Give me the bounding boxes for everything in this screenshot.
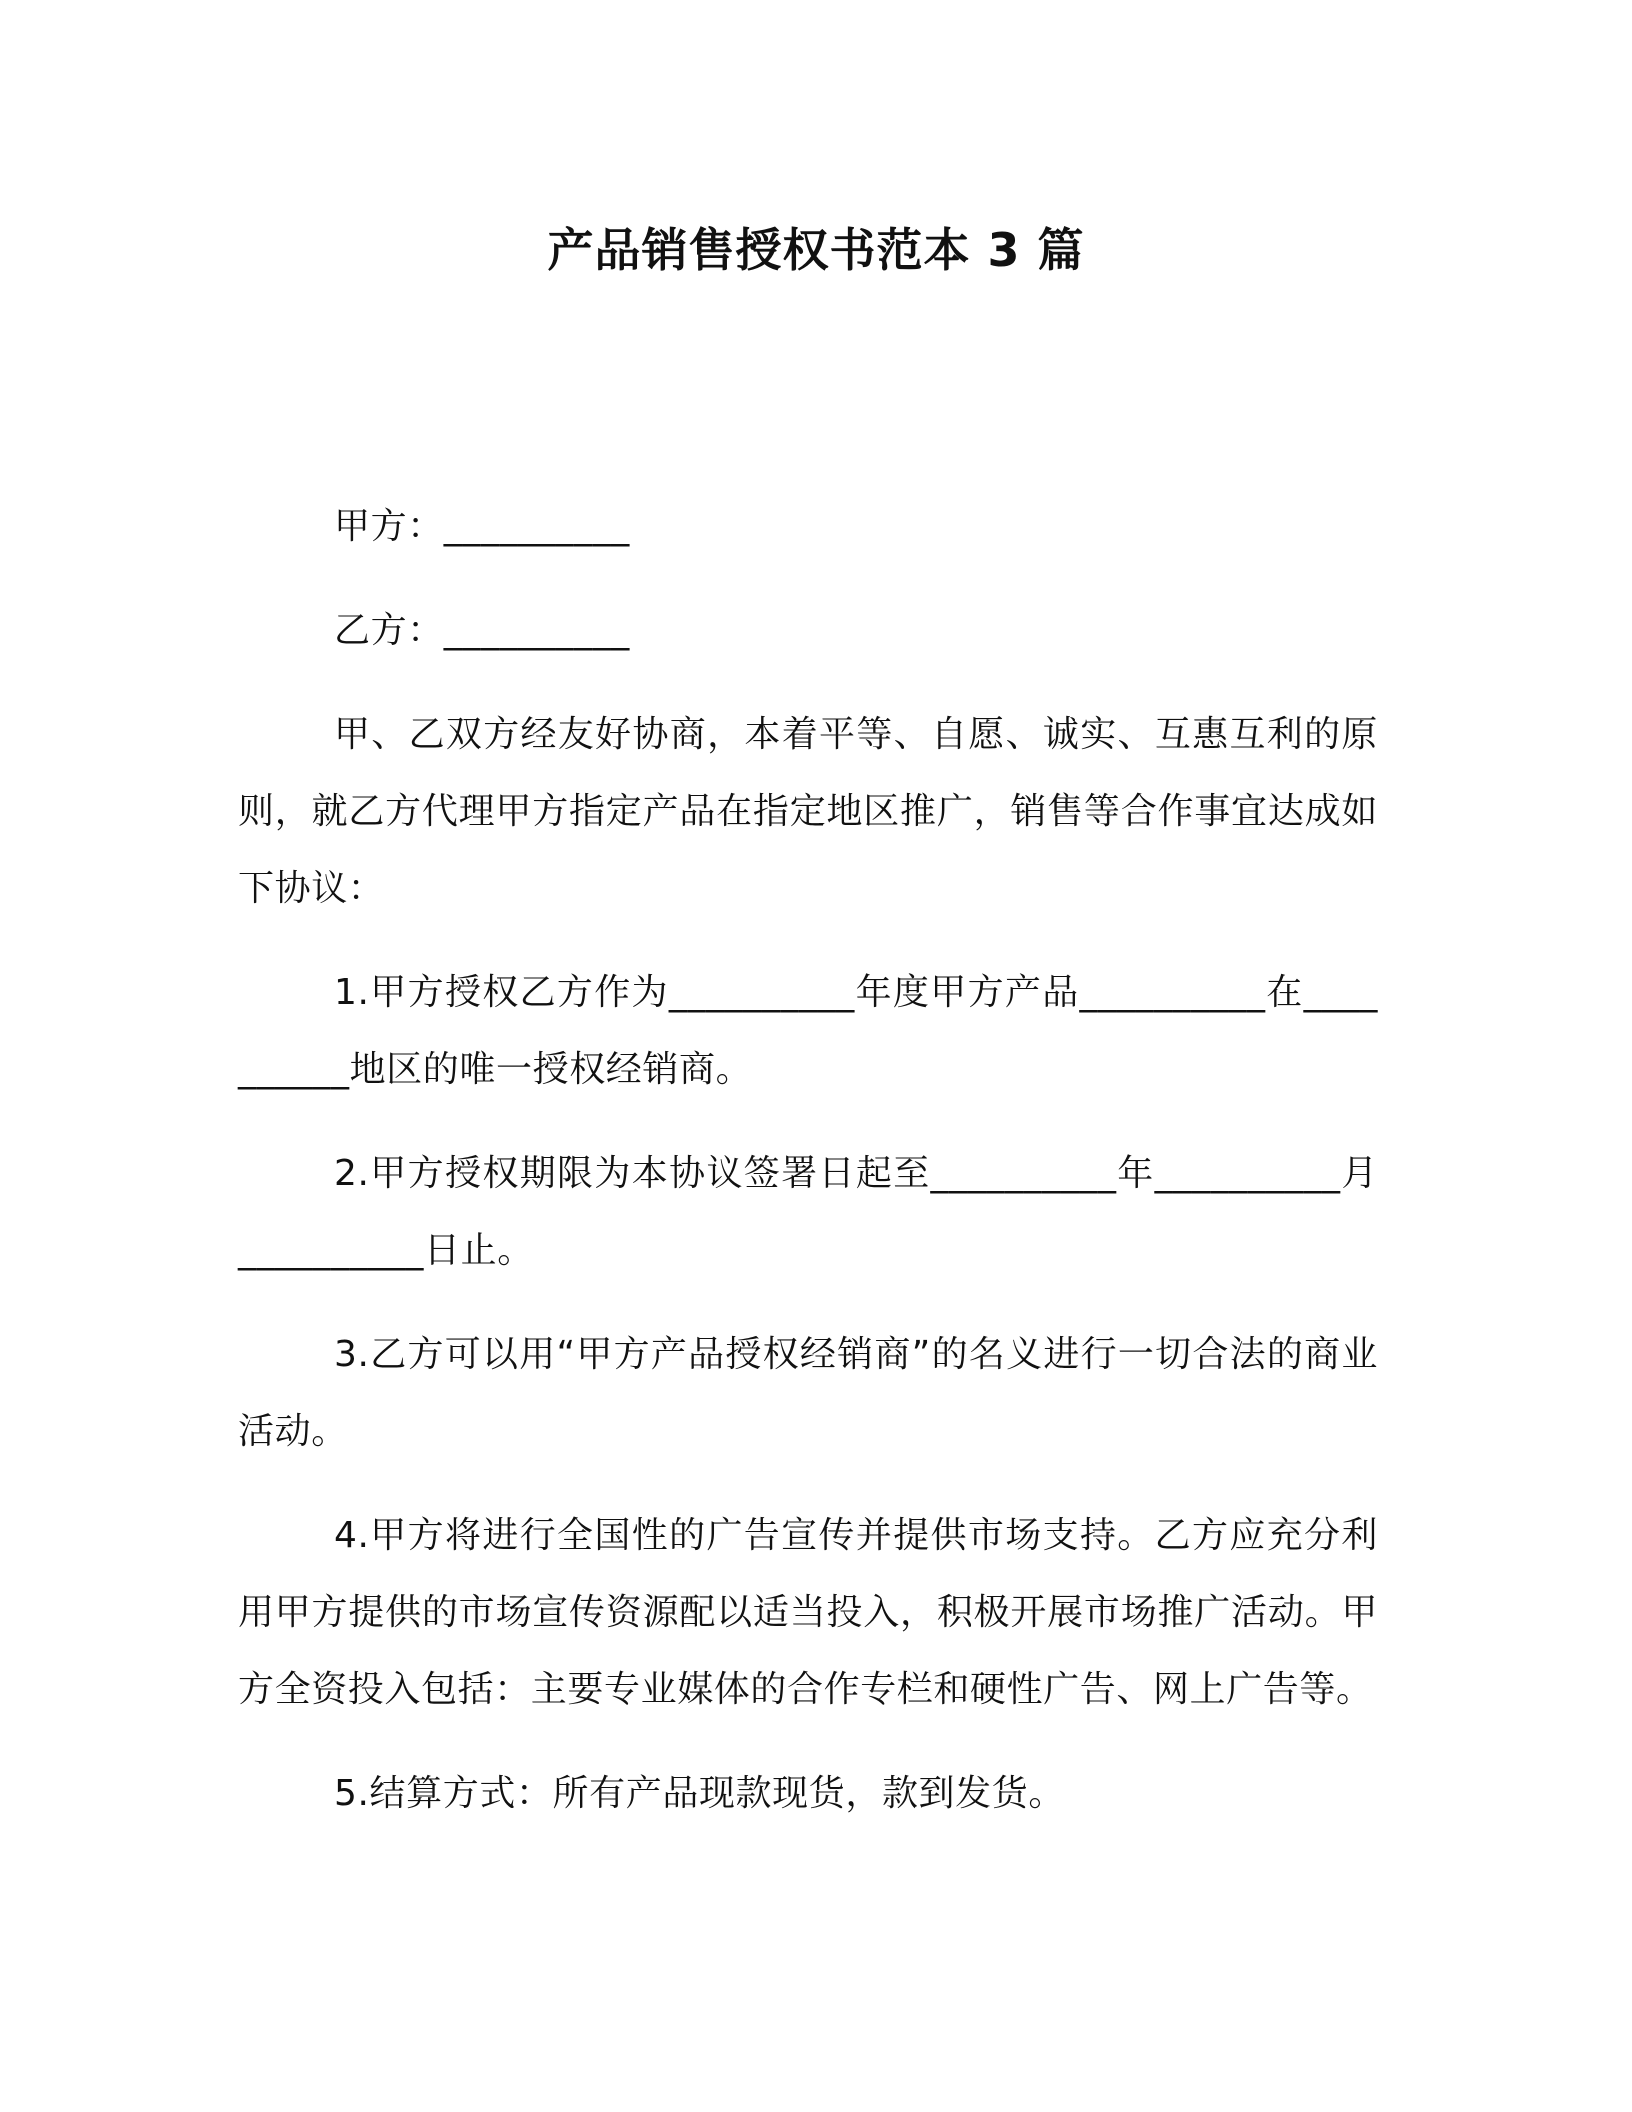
document-body (238, 488, 1378, 1859)
clause-1-paragraph: 1.甲方授权乙方作为__________年度甲方产品__________在__________地区的唯一授权经销商。 (238, 972, 1378, 1090)
document-title: 产品销售授权书范本 3 篇 (547, 223, 1085, 277)
party-a-line: 甲方：__________ (334, 506, 630, 547)
intro-paragraph: 甲、乙双方经友好协商，本着平等、自愿、诚实、互惠互利的原则，就乙方代理甲方指定产品在指定地区推广，销售等合作事宜达成如下协议： (238, 714, 1378, 909)
party-b-line: 乙方：__________ (334, 610, 630, 651)
clause-4-paragraph: 4.甲方将进行全国性的广告宣传并提供市场支持。乙方应充分利用甲方提供的市场宣传资源配以适当投入，积极开展市场推广活动。甲方全资投入包括：主要专业媒体的合作专栏和硬性广告、网上广告等。 (238, 1515, 1378, 1710)
clause-3-paragraph: 3.乙方可以用“甲方产品授权经销商”的名义进行一切合法的商业活动。 (238, 1334, 1378, 1452)
clause-5-paragraph: 5.结算方式：所有产品现款现货，款到发货。 (334, 1773, 1065, 1814)
clause-2-paragraph: 2.甲方授权期限为本协议签署日起至__________年__________月__________日止。 (238, 1153, 1378, 1271)
